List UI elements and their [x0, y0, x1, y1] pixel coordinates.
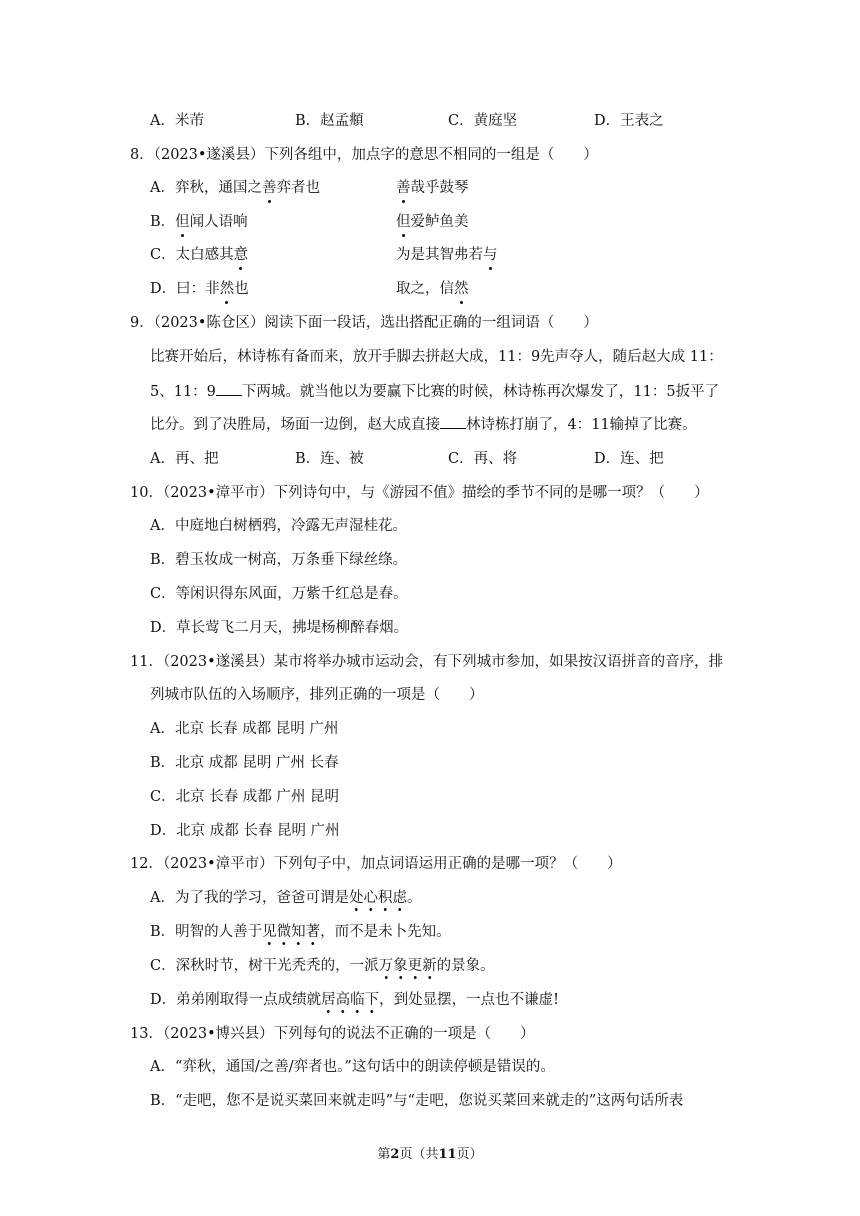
q10-stem: 10．（2023•漳平市）下列诗句中，与《游园不值》描绘的季节不同的是哪一项？（ ）: [130, 485, 709, 501]
dotted-phrase: 万象更新: [379, 958, 437, 980]
page-total: 11: [438, 1147, 457, 1162]
q13-option-a: A．“弈秋，通国/之善/弈者也。”这句话中的朗读停顿是错误的。: [150, 1059, 555, 1075]
q8-option-d-left: D．曰：非然也: [150, 281, 249, 297]
dotted-phrase: 处心积虑: [349, 890, 407, 912]
q8-stem: 8．（2023•遂溪县）下列各组中，加点字的意思不相同的一组是（ ）: [130, 147, 598, 163]
page-number: 2: [390, 1147, 400, 1162]
dotted-phrase: 见微知著: [262, 924, 320, 946]
q12-option-b: B．明智的人善于见微知著，而不是未卜先知。: [150, 922, 451, 942]
blank-line: [440, 414, 466, 429]
q9-passage-line-2: 5、11：9 下两城。就当他以为要赢下比赛的时候，林诗栋再次爆发了，11：5扳平了: [150, 381, 719, 402]
q11-option-c: C．北京 长春 成都 广州 昆明: [150, 789, 340, 805]
dotted-phrase: 居高临下: [321, 992, 379, 1014]
q12-option-d: D．弟弟刚取得一点成绩就居高临下，到处显摆，一点也不谦虚!: [150, 990, 559, 1010]
q9-stem: 9．（2023•陈仓区）阅读下面一段话，选出搭配正确的一组词语（ ）: [130, 315, 598, 331]
q7-option-d: D．王表之: [594, 113, 664, 129]
q7-option-c: C．黄庭坚: [448, 113, 518, 129]
blank-line: [216, 381, 242, 396]
q8-option-b-left: B．但闻人语响: [150, 214, 248, 230]
q8-option-a-right: 善哉乎鼓琴: [396, 180, 469, 196]
q8-option-a-left: A．弈秋，通国之善弈者也: [150, 180, 320, 196]
q10-option-d: D．草长莺飞二月天，拂堤杨柳醉春烟。: [150, 620, 409, 636]
q11-stem-line-2: 列城市队伍的入场顺序，排列正确的一项是（ ）: [150, 687, 484, 703]
q12-option-c: C．深秋时节，树干光秃秃的，一派万象更新的景象。: [150, 956, 495, 976]
q10-option-b: B．碧玉妆成一树高，万条垂下绿丝绦。: [150, 552, 408, 568]
q10-option-c: C．等闲识得东风面，万紫千红总是春。: [150, 586, 408, 602]
q12-stem: 12．（2023•漳平市）下列句子中，加点词语运用正确的是哪一项？（ ）: [130, 856, 622, 872]
q13-option-b: B．“走吧，您不是说买菜回来就走吗”与“走吧，您说买菜回来就走的”这两句话所表: [150, 1093, 684, 1109]
q7-option-b: B．赵孟頫: [295, 113, 364, 129]
q11-option-b: B．北京 成都 昆明 广州 长春: [150, 755, 339, 771]
q12-option-a: A．为了我的学习，爸爸可谓是处心积虑。: [150, 888, 421, 908]
q7-option-a: A．米芾: [150, 113, 204, 129]
q11-stem-line-1: 11．（2023•遂溪县）某市将举办城市运动会，有下列城市参加，如果按汉语拼音的音序，排: [130, 654, 724, 670]
q9-passage-line-1: 比赛开始后，林诗栋有备而来，放开手脚去拼赵大成，11：9先声夺人，随后赵大成 11：: [150, 349, 723, 365]
q8-option-c-right: 为是其智弗若与: [396, 247, 498, 263]
q13-stem: 13．（2023•博兴县）下列每句的说法不正确的一项是（ ）: [130, 1026, 535, 1042]
q9-option-a: A．再、把: [150, 451, 219, 467]
q9-passage-line-3: 比分。到了决胜局，场面一边倒，赵大成直接 林诗栋打崩了，4：11输掉了比赛。: [150, 414, 697, 435]
q11-option-a: A．北京 长春 成都 昆明 广州: [150, 721, 339, 737]
q9-option-d: D．连、把: [594, 451, 664, 467]
page-footer: 第2页（共11页）: [377, 1147, 483, 1162]
q8-option-d-right: 取之，信然: [396, 281, 469, 297]
q8-option-c-left: C．太白感其意: [150, 247, 249, 263]
q9-option-c: C．再、将: [448, 451, 518, 467]
q8-option-b-right: 但爱鲈鱼美: [396, 214, 469, 230]
q9-option-b: B．连、被: [295, 451, 364, 467]
q10-option-a: A．中庭地白树栖鸦，冷露无声湿桂花。: [150, 518, 407, 534]
q11-option-d: D．北京 成都 长春 昆明 广州: [150, 823, 340, 839]
